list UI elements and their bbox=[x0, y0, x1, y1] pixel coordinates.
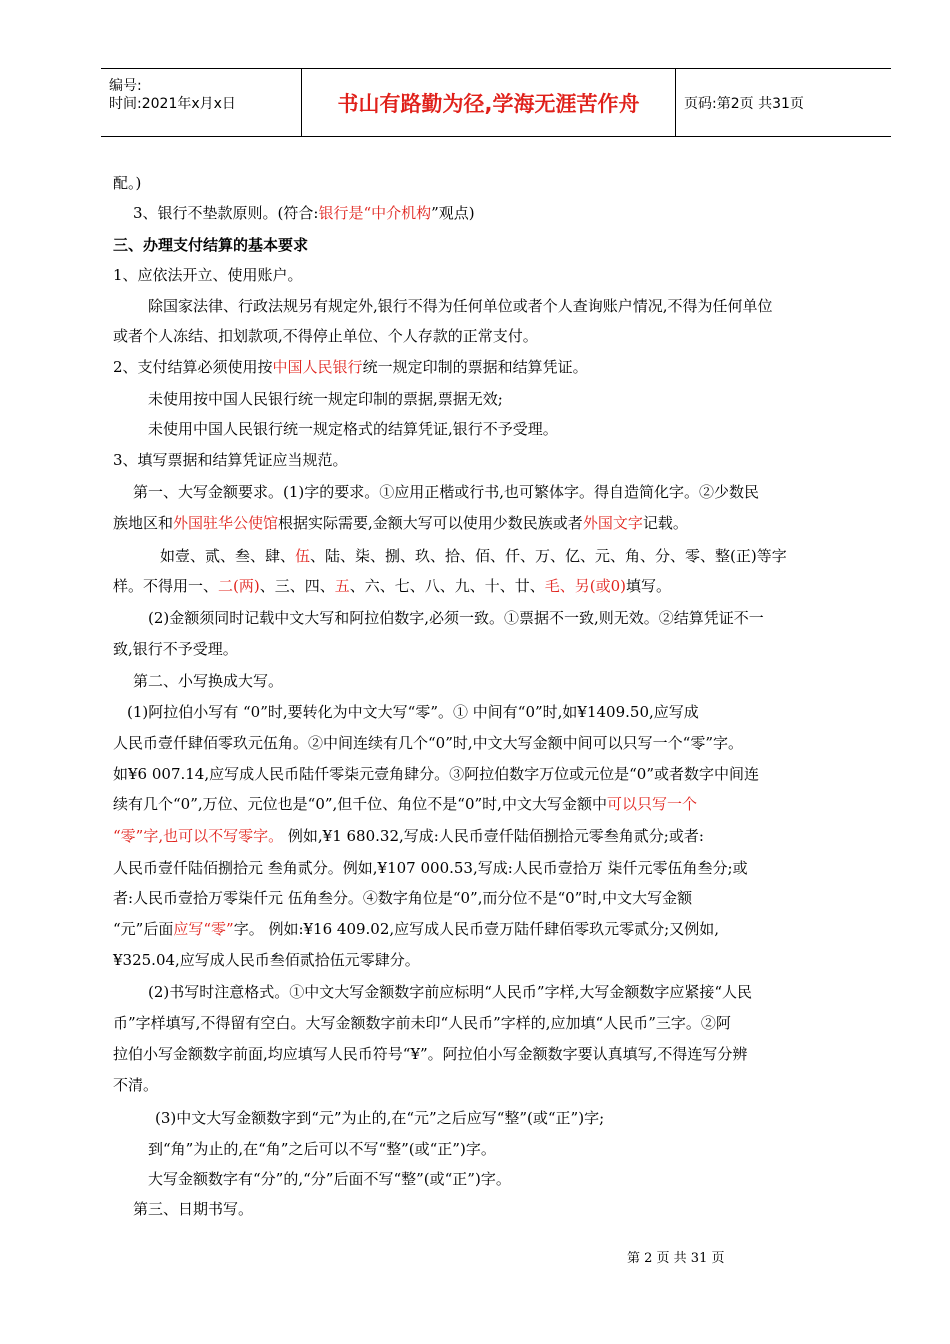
text-line: 大写金额数字有“分”的,“分”后面不写“整”(或“正”)字。 bbox=[148, 1170, 511, 1188]
highlighted-text: 外国驻华公使馆 bbox=[173, 514, 279, 532]
time-label: 时间:2021年x月x日 bbox=[109, 96, 236, 112]
number-label: 编号: bbox=[109, 78, 142, 94]
text-line: 1、应依法开立、使用账户。 bbox=[113, 266, 303, 284]
text-line bbox=[113, 794, 697, 814]
text-segment: 续有几个“0”,万位、元位也是“0”,但千位、角位不是“0”时,中文大写金额中 bbox=[113, 795, 607, 813]
highlighted-text: “零”字,也可以不写零字。 bbox=[113, 827, 284, 845]
text-line: 到“角”为止的,在“角”之后可以不写“整”(或“正”)字。 bbox=[148, 1140, 496, 1158]
text-line: 或者个人冻结、扣划款项,不得停止单位、个人存款的正常支付。 bbox=[113, 327, 538, 345]
text-line: ¥325.04,应写成人民币叁佰贰拾伍元零肆分。 bbox=[113, 951, 420, 969]
text-line: 币”字样填写,不得留有空白。大写金额数字前未印“人民币”字样的,应加填“人民币”三字。②阿 bbox=[113, 1014, 731, 1032]
text-line: 未使用按中国人民银行统一规定印制的票据,票据无效; bbox=[148, 390, 503, 408]
text-line: 未使用中国人民银行统一规定格式的结算凭证,银行不予受理。 bbox=[148, 420, 558, 438]
highlighted-text: 伍 bbox=[295, 547, 311, 565]
text-segment: 、六、七、八、九、十、廿、 bbox=[349, 577, 545, 595]
text-segment: 、三、四、 bbox=[259, 577, 335, 595]
page-footer: 第 2 页 共 31 页 bbox=[627, 1251, 725, 1266]
text-line: 者:人民币壹拾万零柒仟元 伍角叁分。④数字角位是“0”,而分位不是“0”时,中文大写金额 bbox=[113, 889, 693, 907]
highlighted-text: 应写“零” bbox=[173, 920, 234, 938]
text-line bbox=[133, 203, 475, 223]
text-segment: 统一规定印制的票据和结算凭证。 bbox=[362, 358, 588, 376]
header-motto: 书山有路勤为径,学海无涯苦作舟 bbox=[302, 69, 676, 136]
text-segment: 3、银行不垫款原则。(符合: bbox=[133, 204, 319, 222]
text-line: 人民币壹仟肆佰零玖元伍角。②中间连续有几个“0”时,中文大写金额中间可以只写一个“零”字。 bbox=[113, 734, 743, 752]
text-line: 除国家法律、行政法规另有规定外,银行不得为任何单位或者个人查询账户情况,不得为任何单位 bbox=[148, 297, 773, 315]
text-segment: 字。 例如:¥16 409.02,应写成人民币壹万陆仟肆佰零玖元零贰分;又例如, bbox=[233, 920, 719, 938]
highlighted-text: 可以只写一个 bbox=[606, 795, 697, 813]
text-line bbox=[113, 513, 688, 533]
text-segment: ”观点) bbox=[431, 204, 475, 222]
highlighted-text: 银行是“中介机构 bbox=[318, 204, 432, 222]
text-segment: 族地区和 bbox=[113, 514, 174, 532]
highlighted-text: 毛、另(或0) bbox=[544, 577, 627, 595]
text-line: (2)金额须同时记载中文大写和阿拉伯数字,必须一致。①票据不一致,则无效。②结算凭证不一 bbox=[148, 609, 764, 627]
text-line: (2)书写时注意格式。①中文大写金额数字前应标明“人民币”字样,大写金额数字应紧接“人民 bbox=[148, 983, 753, 1001]
text-segment: 根据实际需要,金额大写可以使用少数民族或者 bbox=[278, 514, 583, 532]
text-line: 配。) bbox=[113, 174, 142, 192]
text-line: 第二、小写换成大写。 bbox=[133, 672, 284, 690]
text-line: 致,银行不予受理。 bbox=[113, 640, 238, 658]
text-segment: 例如,¥1 680.32,写成:人民币壹仟陆佰捌拾元零叁角贰分;或者: bbox=[283, 827, 704, 845]
text-line bbox=[113, 576, 671, 596]
highlighted-text: 二(两) bbox=[218, 577, 260, 595]
text-line: 第一、大写金额要求。(1)字的要求。①应用正楷或行书,也可繁体字。得自造简化字。②少数民 bbox=[133, 483, 760, 501]
text-segment: 填写。 bbox=[626, 577, 672, 595]
text-segment: 样。不得用一、 bbox=[113, 577, 219, 595]
text-line: (1)阿拉伯小写有 “0”时,要转化为中文大写“零”。① 中间有“0”时,如¥1409.50,应写成 bbox=[127, 703, 699, 721]
text-line bbox=[113, 357, 588, 377]
text-segment: 如壹、贰、叁、肆、 bbox=[160, 547, 296, 565]
text-segment: 2、支付结算必须使用按 bbox=[113, 358, 273, 376]
highlighted-text: 中国人民银行 bbox=[272, 358, 363, 376]
highlighted-text: 外国文字 bbox=[582, 514, 643, 532]
header-meta bbox=[101, 69, 302, 136]
page-header bbox=[101, 68, 891, 137]
text-line: 如¥6 007.14,应写成人民币陆仟零柒元壹角肆分。③阿拉伯数字万位或元位是“0”或者数字中间连 bbox=[113, 765, 759, 783]
text-line bbox=[113, 919, 719, 939]
text-line bbox=[160, 546, 787, 566]
text-line: (3)中文大写金额数字到“元”为止的,在“元”之后应写“整”(或“正”)字; bbox=[155, 1109, 605, 1127]
text-segment: 记载。 bbox=[642, 514, 688, 532]
page-info: 页码:第2页 共31页 bbox=[684, 95, 804, 112]
text-line: 人民币壹仟陆佰捌拾元 叁角贰分。例如,¥107 000.53,写成:人民币壹拾万 柒仟元零伍角叁分;或 bbox=[113, 859, 748, 877]
highlighted-text: 五 bbox=[334, 577, 350, 595]
text-line: 3、填写票据和结算凭证应当规范。 bbox=[113, 451, 348, 469]
text-line: 拉伯小写金额数字前面,均应填写人民币符号“¥”。阿拉伯小写金额数字要认真填写,不得连写分辨 bbox=[113, 1045, 748, 1063]
text-line bbox=[113, 826, 704, 846]
text-line: 三、办理支付结算的基本要求 bbox=[113, 236, 309, 254]
text-line: 第三、日期书写。 bbox=[133, 1200, 254, 1218]
text-segment: 、陆、柒、捌、玖、拾、佰、仟、万、亿、元、角、分、零、整(正)等字 bbox=[310, 547, 787, 565]
text-segment: “元”后面 bbox=[113, 920, 174, 938]
text-line: 不清。 bbox=[113, 1076, 159, 1094]
